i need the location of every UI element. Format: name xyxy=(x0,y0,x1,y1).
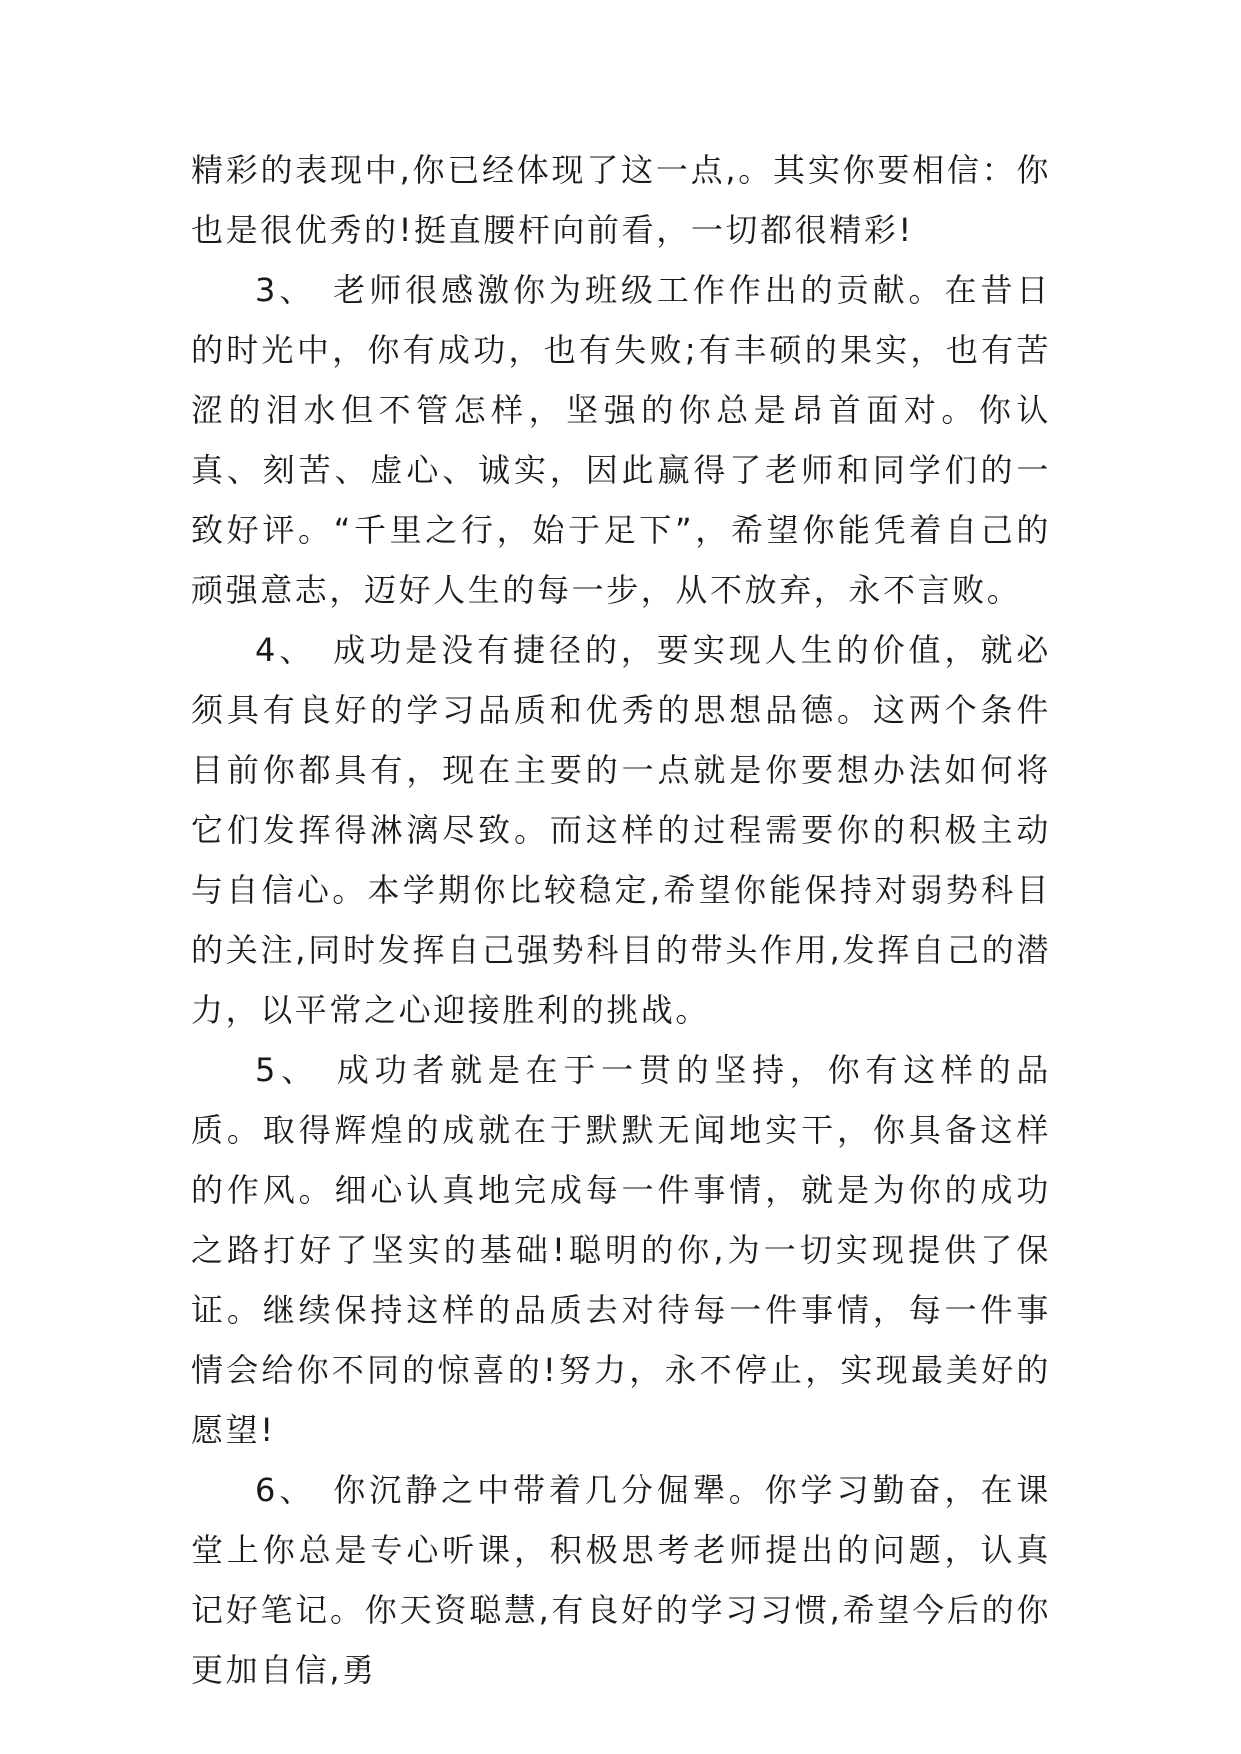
paragraph-text: 你沉静之中带着几分倔犟。你学习勤奋，在课堂上你总是专心听课，积极思考老师提出的问题，认真记好笔记。你天资聪慧,有良好的学习习惯,希望今后的你更加自信,勇 xyxy=(191,1471,1051,1689)
paragraph-text: 老师很感激你为班级工作作出的贡献。在昔日的时光中，你有成功，也有失败;有丰硕的果实，也有苦涩的泪水但不管怎样，坚强的你总是昂首面对。你认真、刻苦、虚心、诚实，因此赢得了老师和同学们的一致好评。“千里之行，始于足下”，希望你能凭着自己的顽强意志，迈好人生的每一步，从不放弃，永不言败。 xyxy=(191,271,1051,609)
item-number: 4、 xyxy=(255,631,316,669)
paragraph-text: 成功是没有捷径的，要实现人生的价值，就必须具有良好的学习品质和优秀的思想品德。这两个条件目前你都具有，现在主要的一点就是你要想办法如何将它们发挥得淋漓尽致。而这样的过程需要你的积极主动与自信心。本学期你比较稳定,希望你能保持对弱势科目的关注,同时发挥自己强势科目的带头作用,发挥自己的潜力，以平常之心迎接胜利的挑战。 xyxy=(191,631,1051,1029)
paragraph-text: 精彩的表现中,你已经体现了这一点,。其实你要相信：你也是很优秀的!挺直腰杆向前看，一切都很精彩! xyxy=(191,151,1051,249)
paragraph-item-3 xyxy=(191,260,1051,620)
paragraph-continuation xyxy=(191,140,1051,260)
paragraph-item-5 xyxy=(191,1040,1051,1460)
item-number: 5、 xyxy=(255,1051,319,1089)
document-page xyxy=(191,140,1051,1700)
paragraph-item-6 xyxy=(191,1460,1051,1700)
item-number: 3、 xyxy=(255,271,316,309)
item-number: 6、 xyxy=(255,1471,316,1509)
paragraph-item-4 xyxy=(191,620,1051,1040)
paragraph-text: 成功者就是在于一贯的坚持，你有这样的品质。取得辉煌的成就在于默默无闻地实干，你具备这样的作风。细心认真地完成每一件事情，就是为你的成功之路打好了坚实的基础!聪明的你,为一切实现提供了保证。继续保持这样的品质去对待每一件事情，每一件事情会给你不同的惊喜的!努力，永不停止，实现最美好的愿望! xyxy=(191,1051,1052,1449)
